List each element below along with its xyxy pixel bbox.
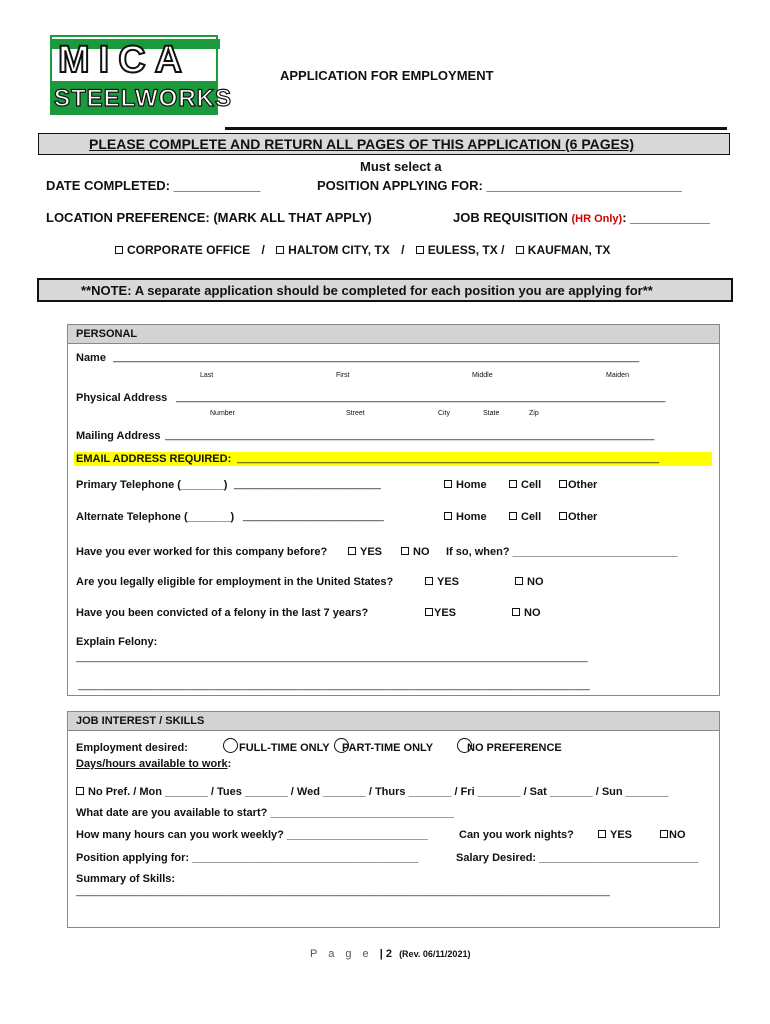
physical-address-label: Physical Address (76, 392, 168, 404)
position-applying-field[interactable]: POSITION APPLYING FOR: ___________________________ (317, 178, 682, 193)
checkbox-icon (515, 577, 523, 585)
yes-label: YES (610, 829, 633, 841)
euless-checkbox[interactable] (416, 246, 424, 254)
checkbox-icon (559, 480, 567, 488)
yes-label: YES (434, 607, 457, 619)
checkbox-icon (559, 512, 567, 520)
phone-type-label: Home (456, 511, 487, 523)
email-input[interactable]: _____________________________________________________________________ (237, 452, 660, 464)
summary-skills-input[interactable]: ________________________________________________________________________________________________ (76, 886, 610, 897)
page-word: P a g e (310, 948, 373, 960)
separator: / (261, 243, 265, 257)
days-hours-text: Days/hours available to work (76, 758, 228, 770)
phone-type-label: Cell (521, 479, 542, 491)
hr-only-label: (HR Only) (571, 213, 623, 225)
eligible-question: Are you legally eligible for employment in the United States? (76, 576, 394, 588)
location-options (115, 243, 610, 257)
checkbox-icon (509, 512, 517, 520)
location-euless: EULESS, TX / (427, 243, 505, 257)
eligible-no[interactable] (515, 576, 544, 588)
checkbox-icon (512, 608, 520, 616)
part-time-label: PART-TIME ONLY (342, 742, 434, 754)
yes-label: YES (437, 576, 460, 588)
page-title: APPLICATION FOR EMPLOYMENT (280, 68, 494, 83)
physical-address-input[interactable]: ________________________________________________________________________________ (176, 391, 666, 403)
alternate-phone-type-home[interactable] (444, 511, 487, 523)
checkbox-icon (401, 547, 409, 555)
full-time-radio[interactable] (223, 738, 238, 753)
employment-desired-label: Employment desired: (76, 742, 188, 754)
checkbox-icon (444, 512, 452, 520)
alternate-phone-type-other[interactable] (559, 511, 597, 523)
phone-type-label: Other (568, 479, 598, 491)
primary-telephone-label: Primary Telephone (_______) (76, 479, 228, 491)
note-banner (37, 278, 733, 302)
instructions-text: PLEASE COMPLETE AND RETURN ALL PAGES OF THIS APPLICATION (6 PAGES) (89, 136, 634, 152)
checkbox-icon (598, 830, 606, 838)
summary-skills-label: Summary of Skills: (76, 873, 176, 885)
full-time-label: FULL-TIME ONLY (239, 742, 330, 754)
eligible-yes[interactable] (425, 576, 459, 588)
explain-felony-line-2[interactable]: ____________________________________________________________________________________________ (78, 680, 590, 691)
checkbox-icon (425, 577, 433, 585)
phone-type-label: Other (568, 511, 598, 523)
primary-phone-type-home[interactable] (444, 479, 487, 491)
location-haltom: HALTOM CITY, TX (288, 243, 390, 257)
address-part-number: Number (210, 410, 235, 417)
page-footer (310, 948, 470, 960)
no-label: NO (527, 576, 544, 588)
checkbox-icon (348, 547, 356, 555)
alternate-telephone-label: Alternate Telephone (_______) (76, 511, 235, 523)
page-number: | 2 (379, 948, 392, 960)
phone-type-label: Cell (521, 511, 542, 523)
name-part-first: First (336, 372, 350, 379)
job-interest-section-header (68, 712, 719, 731)
date-completed-field[interactable]: DATE COMPLETED: ____________ (46, 178, 261, 193)
checkbox-icon (425, 608, 433, 616)
checkbox-icon (660, 830, 668, 838)
address-part-street: Street (346, 410, 365, 417)
explain-felony-label: Explain Felony: (76, 636, 158, 648)
personal-section (67, 324, 720, 696)
mica-steelworks-logo (50, 35, 233, 115)
mailing-address-input[interactable]: ________________________________________________________________________________ (165, 429, 655, 441)
alternate-telephone-input[interactable]: _______________________ (243, 510, 384, 522)
alternate-phone-type-cell[interactable] (509, 511, 541, 523)
job-requisition-line: : ___________ (622, 210, 710, 225)
name-part-maiden: Maiden (606, 372, 629, 379)
must-select-label: Must select a (360, 159, 442, 174)
personal-section-header (68, 325, 719, 344)
no-label: NO (413, 546, 430, 558)
name-input[interactable]: ______________________________________________________________________________________ (113, 351, 640, 363)
mailing-address-label: Mailing Address (76, 430, 161, 442)
logo-top-text: MICA (58, 39, 192, 81)
email-label: EMAIL ADDRESS REQUIRED: (76, 453, 232, 465)
no-label: NO (524, 607, 541, 619)
location-kaufman: KAUFMAN, TX (527, 243, 611, 257)
location-corporate: CORPORATE OFFICE (127, 243, 251, 257)
logo-bottom-block (50, 83, 233, 115)
revision-date: (Rev. 06/11/2021) (399, 949, 471, 959)
hours-weekly-field[interactable]: How many hours can you work weekly? _______________________ (76, 829, 428, 841)
felony-question: Have you been convicted of a felony in the last 7 years? (76, 607, 369, 619)
name-part-last: Last (200, 372, 214, 379)
nights-yes[interactable] (598, 829, 632, 841)
position-applying-input[interactable]: Position applying for: _____________________________________ (76, 852, 419, 864)
haltom-city-checkbox[interactable] (276, 246, 284, 254)
no-pref-checkbox-icon[interactable] (76, 787, 84, 795)
name-label: Name (76, 352, 106, 364)
worked-before-when-field[interactable]: If so, when? ___________________________ (446, 546, 678, 558)
location-preference-label: LOCATION PREFERENCE: (MARK ALL THAT APPLY) (46, 210, 372, 225)
job-requisition-label: JOB REQUISITION (453, 210, 568, 225)
separator: / (401, 243, 405, 257)
days-hours-label (76, 758, 231, 770)
worked-before-no[interactable] (401, 546, 430, 558)
worked-before-question: Have you ever worked for this company before? (76, 546, 328, 558)
corporate-office-checkbox[interactable] (115, 246, 123, 254)
header-divider (225, 127, 727, 130)
name-part-middle: Middle (472, 372, 493, 379)
days-hours-colon: : (227, 758, 232, 770)
explain-felony-line-1[interactable]: ____________________________________________________________________________________________ (76, 652, 588, 663)
start-date-field[interactable]: What date are you available to start? ______________________________ (76, 807, 454, 819)
felony-yes[interactable] (425, 607, 456, 619)
salary-desired-input[interactable]: Salary Desired: __________________________ (456, 852, 699, 864)
kaufman-checkbox[interactable] (516, 246, 524, 254)
nights-no[interactable] (660, 829, 686, 841)
worked-before-yes[interactable] (348, 546, 382, 558)
logo-top-block (50, 35, 218, 83)
primary-phone-type-cell[interactable] (509, 479, 541, 491)
no-label: NO (669, 829, 686, 841)
personal-heading: PERSONAL (76, 328, 138, 340)
job-requisition-field[interactable] (453, 210, 710, 225)
primary-phone-type-other[interactable] (559, 479, 597, 491)
checkbox-icon (509, 480, 517, 488)
phone-type-label: Home (456, 479, 487, 491)
felony-no[interactable] (512, 607, 541, 619)
primary-telephone-input[interactable]: ________________________ (234, 478, 381, 490)
note-text: **NOTE: A separate application should be completed for each position you are applying for** (81, 283, 653, 298)
logo-bottom-text: STEELWORKS (54, 85, 233, 112)
availability-row[interactable] (76, 786, 669, 798)
availability-text: No Pref. / Mon _______ / Tues _______ / Wed _______ / Thurs _______ / Fri _______ / Sat _______ / Sun _______ (88, 786, 669, 798)
address-part-zip: Zip (529, 410, 539, 417)
no-preference-label: NO PREFERENCE (467, 742, 562, 754)
instructions-banner (38, 133, 730, 155)
nights-question: Can you work nights? (459, 829, 574, 841)
job-interest-heading: JOB INTEREST / SKILLS (76, 715, 205, 727)
address-part-city: City (438, 410, 451, 417)
address-part-state: State (483, 410, 500, 417)
checkbox-icon (444, 480, 452, 488)
yes-label: YES (360, 546, 383, 558)
